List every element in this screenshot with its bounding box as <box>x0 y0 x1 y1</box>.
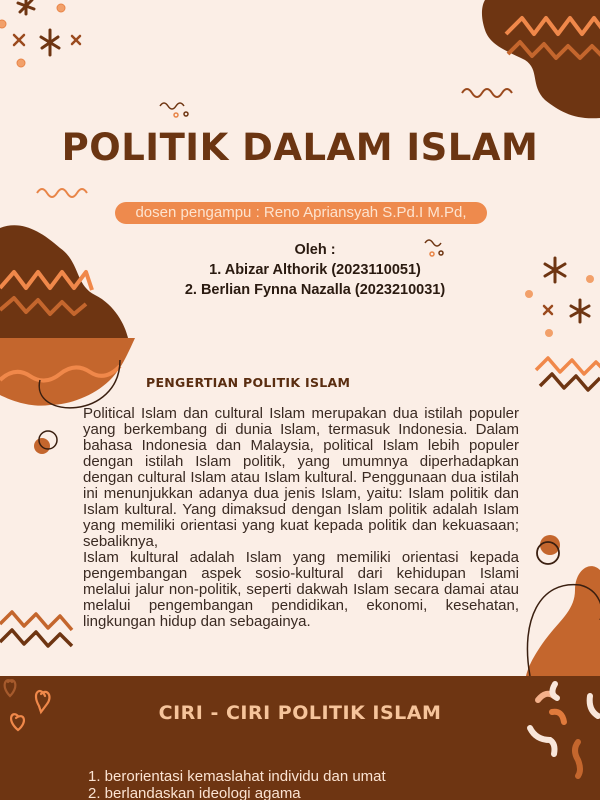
worm-icon <box>530 684 598 776</box>
zigzag-icon <box>536 358 600 374</box>
paragraph: Islam kultural adalah Islam yang memiliki orientasi kepada pengembangan aspek sosio-kultural dari kehidupan Islami melalui jalur non-politik, seperti dakwah Islam secara damai atau melalui pengembangan pendidikan, ekonomi, kesehatan, lingkungan hidup dan sebagainya. <box>83 549 519 630</box>
zigzag-icon <box>540 374 600 390</box>
zigzag-icon <box>0 612 72 630</box>
definition-body <box>83 406 519 630</box>
dot-icon <box>525 275 594 337</box>
paragraph: Political Islam dan cultural Islam merupakan dua istilah populer yang berkembang di dunia Islam, termasuk Indonesia. Dalam bahasa Indonesia dan Malaysia, political Islam lebih populer dengan istilah Islam politik, yang umumnya diperhadapkan dengan cultural Islam atau Islam kultural. Penggunaan dua istilah ini menunjukkan adanya dua jenis Islam, yaitu: Islam politik dan Islam kultural. Yang dimaksud dengan Islam politik adalah Islam yang memiliki orientasi yang kuat kepada politik dan kekuasaan; sebaliknya, <box>83 405 519 550</box>
lecturer-badge: dosen pengampu : Reno Apriansyah S.Pd.I M.Pd, <box>115 202 487 224</box>
squiggle-icon <box>462 89 512 97</box>
dot-icon <box>540 535 560 555</box>
section-heading-characteristics: CIRI - CIRI POLITIK ISLAM <box>158 702 442 724</box>
list-item: 2. berlandaskan ideologi agama <box>88 785 301 800</box>
section-heading-definition: PENGERTIAN POLITIK ISLAM <box>146 375 351 390</box>
x-icon <box>544 306 552 314</box>
author-item: 1. Abizar Althorik (2023110051) <box>209 262 421 278</box>
dot-icon <box>0 4 65 67</box>
characteristics-list <box>88 768 386 800</box>
blob-shape <box>526 566 600 676</box>
author-item: 2. Berlian Fynna Nazalla (2023210031) <box>184 282 446 298</box>
blob-shape <box>482 0 600 118</box>
page-title: POLITIK DALAM ISLAM <box>61 126 539 169</box>
zigzag-icon <box>0 630 72 646</box>
authors-heading: Oleh : <box>294 242 336 258</box>
list-item: 1. berorientasi kemaslahat individu dan umat <box>88 768 386 785</box>
squiggle-icon <box>37 189 87 197</box>
asterisk-icon <box>18 0 59 55</box>
authors-block <box>150 240 480 300</box>
swirl-icon <box>160 103 188 117</box>
